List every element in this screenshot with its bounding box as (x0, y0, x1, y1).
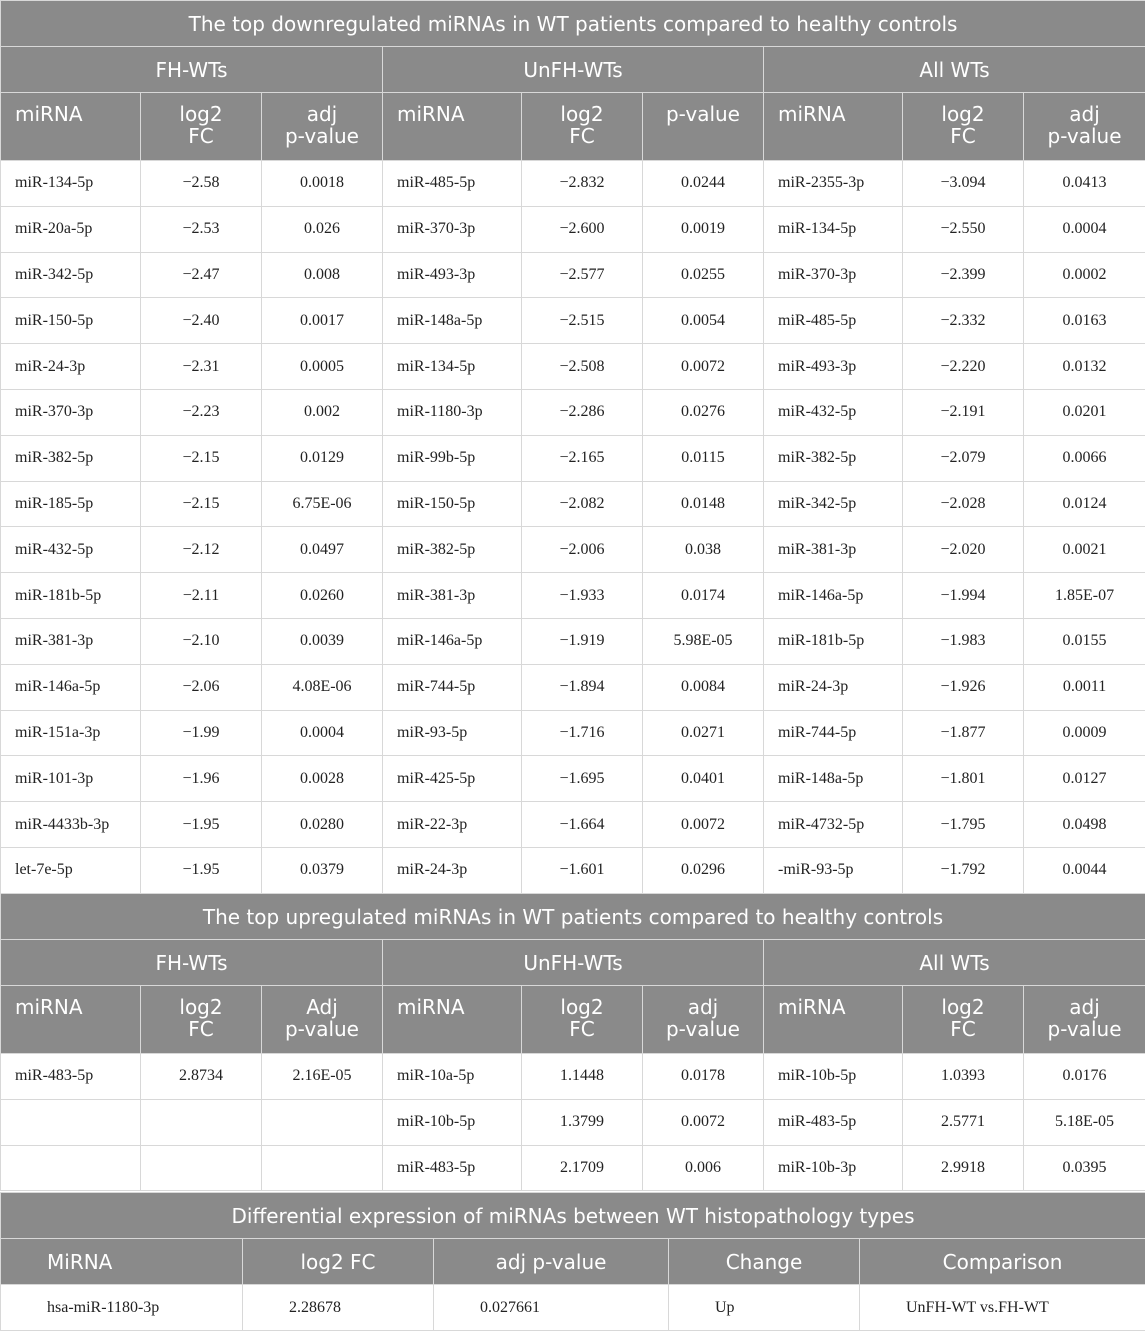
hist-col-header: MiRNA (1, 1239, 243, 1285)
table-cell: −2.028 (903, 481, 1024, 527)
table-cell: miR-4732-5p (764, 802, 903, 848)
table-cell: −1.801 (903, 756, 1024, 802)
table-cell: 0.0296 (643, 847, 764, 893)
hist-col-header: log2 FC (243, 1239, 434, 1285)
table-cell: 0.0005 (262, 344, 383, 390)
table-cell: 0.002 (262, 389, 383, 435)
table-cell: 0.006 (643, 1145, 764, 1191)
table-row (1, 206, 1145, 252)
table-cell: −1.894 (522, 664, 643, 710)
table-cell: miR-146a-5p (1, 664, 141, 710)
down-col-header: miRNA (383, 93, 522, 161)
table-cell: 0.038 (643, 527, 764, 573)
hist-table-title: Differential expression of miRNAs between WT histopathology types (1, 1193, 1145, 1239)
table-cell: −2.15 (141, 435, 262, 481)
table-cell: −1.664 (522, 802, 643, 848)
table-cell: 0.0379 (262, 847, 383, 893)
table-cell: miR-744-5p (764, 710, 903, 756)
table-row (1, 1099, 1145, 1145)
table-row (1, 802, 1145, 848)
table-cell: miR-134-5p (764, 206, 903, 252)
table-cell: 0.0280 (262, 802, 383, 848)
table-cell: −2.600 (522, 206, 643, 252)
table-cell: −2.191 (903, 389, 1024, 435)
table-cell: 0.0132 (1024, 344, 1145, 390)
table-cell: 0.0244 (643, 161, 764, 207)
table-cell: 0.0018 (262, 161, 383, 207)
table-cell: miR-20a-5p (1, 206, 141, 252)
up-group-unfh: UnFH-WTs (383, 940, 764, 986)
table-cell: 0.0413 (1024, 161, 1145, 207)
table-cell: 4.08E-06 (262, 664, 383, 710)
table-cell: miR-483-5p (383, 1145, 522, 1191)
table-cell: −2.508 (522, 344, 643, 390)
table-cell: −1.994 (903, 573, 1024, 619)
table-cell: 0.0395 (1024, 1145, 1145, 1191)
table-cell: −1.877 (903, 710, 1024, 756)
table-cell: −1.716 (522, 710, 643, 756)
table-cell: −2.58 (141, 161, 262, 207)
table-cell: 0.0201 (1024, 389, 1145, 435)
table-cell: 0.0028 (262, 756, 383, 802)
table-cell: −2.515 (522, 298, 643, 344)
down-col-header: miRNA (764, 93, 903, 161)
table-cell: 5.18E-05 (1024, 1099, 1145, 1145)
table-row (1, 710, 1145, 756)
table-cell: 0.0072 (643, 802, 764, 848)
table-row (1, 527, 1145, 573)
table-cell: hsa-miR-1180-3p (1, 1285, 243, 1331)
table-cell (262, 1145, 383, 1191)
table-cell: 0.008 (262, 252, 383, 298)
table-cell: miR-24-3p (1, 344, 141, 390)
table-cell: 0.0124 (1024, 481, 1145, 527)
table-row (1, 756, 1145, 802)
table-cell: -miR-93-5p (764, 847, 903, 893)
table-cell: −2.332 (903, 298, 1024, 344)
table-cell: Up (669, 1285, 860, 1331)
up-group-fh: FH-WTs (1, 940, 383, 986)
table-cell: 0.0021 (1024, 527, 1145, 573)
table-cell: 6.75E-06 (262, 481, 383, 527)
table-cell: 0.027661 (434, 1285, 669, 1331)
table-cell: 0.0260 (262, 573, 383, 619)
up-col-header: adj p-value (643, 986, 764, 1054)
table-cell: −1.695 (522, 756, 643, 802)
table-cell: −2.550 (903, 206, 1024, 252)
up-col-header: Adj p-value (262, 986, 383, 1054)
down-col-header: log2 FC (141, 93, 262, 161)
table-cell: 2.1709 (522, 1145, 643, 1191)
table-cell: −1.601 (522, 847, 643, 893)
table-cell: miR-10b-5p (764, 1054, 903, 1100)
table-cell: 0.0174 (643, 573, 764, 619)
up-group-all: All WTs (764, 940, 1145, 986)
table-cell: miR-134-5p (383, 344, 522, 390)
table-cell: −2.220 (903, 344, 1024, 390)
table-row (1, 847, 1145, 893)
table-cell: 0.0276 (643, 389, 764, 435)
table-cell: miR-342-5p (764, 481, 903, 527)
table-cell: −2.577 (522, 252, 643, 298)
table-cell: 0.0004 (262, 710, 383, 756)
table-cell: miR-181b-5p (764, 618, 903, 664)
table-cell: 5.98E-05 (643, 618, 764, 664)
down-group-unfh: UnFH-WTs (383, 47, 764, 93)
table-cell: miR-370-3p (383, 206, 522, 252)
table-row (1, 344, 1145, 390)
histopathology-table (0, 1192, 1145, 1331)
table-cell (141, 1145, 262, 1191)
table-row (1, 389, 1145, 435)
table-cell: miR-10a-5p (383, 1054, 522, 1100)
hist-col-header: adj p-value (434, 1239, 669, 1285)
table-cell: 0.0072 (643, 344, 764, 390)
table-cell: miR-432-5p (764, 389, 903, 435)
table-cell: miR-432-5p (1, 527, 141, 573)
up-col-header: adj p-value (1024, 986, 1145, 1054)
table-cell: −2.47 (141, 252, 262, 298)
table-cell: −2.020 (903, 527, 1024, 573)
table-cell: 0.0039 (262, 618, 383, 664)
table-cell: miR-381-3p (383, 573, 522, 619)
table-cell (262, 1099, 383, 1145)
table-cell: UnFH-WT vs.FH-WT (860, 1285, 1145, 1331)
table-cell: −3.094 (903, 161, 1024, 207)
up-table-title: The top upregulated miRNAs in WT patients compared to healthy controls (1, 894, 1145, 940)
table-cell: miR-493-3p (764, 344, 903, 390)
table-cell: −1.95 (141, 802, 262, 848)
up-col-header: miRNA (764, 986, 903, 1054)
table-cell: miR-382-5p (1, 435, 141, 481)
table-cell: miR-134-5p (1, 161, 141, 207)
table-row (1, 298, 1145, 344)
table-cell: miR-148a-5p (764, 756, 903, 802)
table-cell: 0.0017 (262, 298, 383, 344)
table-row (1, 1054, 1145, 1100)
table-cell: −1.99 (141, 710, 262, 756)
table-cell: miR-146a-5p (383, 618, 522, 664)
table-cell: −2.006 (522, 527, 643, 573)
table-cell: 0.0176 (1024, 1054, 1145, 1100)
table-cell: miR-22-3p (383, 802, 522, 848)
up-col-header: log2 FC (522, 986, 643, 1054)
table-cell: −2.06 (141, 664, 262, 710)
table-row (1, 1285, 1145, 1331)
table-cell: −1.926 (903, 664, 1024, 710)
table-cell: −2.53 (141, 206, 262, 252)
table-cell: miR-382-5p (764, 435, 903, 481)
table-cell: 0.0271 (643, 710, 764, 756)
down-table-title: The top downregulated miRNAs in WT patients compared to healthy controls (1, 1, 1145, 47)
table-cell: −2.23 (141, 389, 262, 435)
table-cell: 2.9918 (903, 1145, 1024, 1191)
table-cell: −1.792 (903, 847, 1024, 893)
table-cell: miR-99b-5p (383, 435, 522, 481)
table-cell: miR-185-5p (1, 481, 141, 527)
table-cell: 0.026 (262, 206, 383, 252)
table-cell: −2.082 (522, 481, 643, 527)
table-cell: 0.0163 (1024, 298, 1145, 344)
table-cell: miR-101-3p (1, 756, 141, 802)
table-cell: −1.795 (903, 802, 1024, 848)
table-cell: 0.0011 (1024, 664, 1145, 710)
table-cell: 1.0393 (903, 1054, 1024, 1100)
table-cell: 0.0004 (1024, 206, 1145, 252)
table-row (1, 161, 1145, 207)
table-cell: −1.95 (141, 847, 262, 893)
table-cell: miR-24-3p (764, 664, 903, 710)
table-cell: −2.12 (141, 527, 262, 573)
upregulated-table (0, 893, 1145, 1191)
table-cell (141, 1099, 262, 1145)
table-cell: 2.28678 (243, 1285, 434, 1331)
table-cell: miR-483-5p (764, 1099, 903, 1145)
table-cell: let-7e-5p (1, 847, 141, 893)
table-cell: miR-483-5p (1, 1054, 141, 1100)
hist-col-header: Comparison (860, 1239, 1145, 1285)
up-col-header: log2 FC (141, 986, 262, 1054)
table-cell: miR-4433b-3p (1, 802, 141, 848)
table-cell: 1.3799 (522, 1099, 643, 1145)
table-row (1, 481, 1145, 527)
table-cell: 0.0054 (643, 298, 764, 344)
up-col-header: miRNA (383, 986, 522, 1054)
table-cell: 2.5771 (903, 1099, 1024, 1145)
hist-col-header: Change (669, 1239, 860, 1285)
table-cell: 0.0009 (1024, 710, 1145, 756)
table-row (1, 664, 1145, 710)
table-cell: −2.832 (522, 161, 643, 207)
table-cell: 0.0084 (643, 664, 764, 710)
table-cell: miR-381-3p (764, 527, 903, 573)
table-cell: miR-150-5p (383, 481, 522, 527)
table-row (1, 252, 1145, 298)
table-cell: miR-24-3p (383, 847, 522, 893)
down-group-fh: FH-WTs (1, 47, 383, 93)
table-cell: 0.0127 (1024, 756, 1145, 802)
table-cell: 0.0002 (1024, 252, 1145, 298)
table-cell: −1.933 (522, 573, 643, 619)
table-cell (1, 1145, 141, 1191)
table-cell: 0.0115 (643, 435, 764, 481)
table-cell (1, 1099, 141, 1145)
table-cell: miR-382-5p (383, 527, 522, 573)
table-cell: −2.10 (141, 618, 262, 664)
table-cell: miR-146a-5p (764, 573, 903, 619)
table-cell: miR-181b-5p (1, 573, 141, 619)
table-cell: −2.15 (141, 481, 262, 527)
down-col-header: adj p-value (1024, 93, 1145, 161)
down-col-header: miRNA (1, 93, 141, 161)
down-col-header: log2 FC (522, 93, 643, 161)
table-cell: −2.11 (141, 573, 262, 619)
table-cell: −2.165 (522, 435, 643, 481)
table-cell: 0.0497 (262, 527, 383, 573)
down-group-all: All WTs (764, 47, 1145, 93)
table-row (1, 1145, 1145, 1191)
table-row (1, 618, 1145, 664)
table-cell: 0.0178 (643, 1054, 764, 1100)
table-row (1, 435, 1145, 481)
table-cell: miR-1180-3p (383, 389, 522, 435)
table-cell: 1.85E-07 (1024, 573, 1145, 619)
table-cell: miR-150-5p (1, 298, 141, 344)
table-cell: −2.286 (522, 389, 643, 435)
table-cell: miR-10b-3p (764, 1145, 903, 1191)
table-cell: miR-370-3p (764, 252, 903, 298)
table-cell: 0.0148 (643, 481, 764, 527)
table-cell: miR-93-5p (383, 710, 522, 756)
table-cell: miR-10b-5p (383, 1099, 522, 1145)
up-col-header: miRNA (1, 986, 141, 1054)
table-cell: 0.0019 (643, 206, 764, 252)
table-cell: 0.0255 (643, 252, 764, 298)
table-cell: miR-2355-3p (764, 161, 903, 207)
table-row (1, 573, 1145, 619)
table-cell: 0.0498 (1024, 802, 1145, 848)
table-cell: miR-381-3p (1, 618, 141, 664)
table-cell: 0.0155 (1024, 618, 1145, 664)
up-col-header: log2 FC (903, 986, 1024, 1054)
table-cell: 2.16E-05 (262, 1054, 383, 1100)
table-cell: miR-148a-5p (383, 298, 522, 344)
table-cell: 0.0129 (262, 435, 383, 481)
table-cell: −1.919 (522, 618, 643, 664)
down-col-header: adj p-value (262, 93, 383, 161)
table-cell: miR-485-5p (383, 161, 522, 207)
table-cell: 0.0072 (643, 1099, 764, 1145)
table-cell: miR-151a-3p (1, 710, 141, 756)
table-cell: miR-342-5p (1, 252, 141, 298)
table-cell: miR-744-5p (383, 664, 522, 710)
down-col-header: p-value (643, 93, 764, 161)
table-cell: 1.1448 (522, 1054, 643, 1100)
table-cell: miR-425-5p (383, 756, 522, 802)
table-cell: −2.399 (903, 252, 1024, 298)
table-cell: 0.0401 (643, 756, 764, 802)
table-cell: −2.31 (141, 344, 262, 390)
table-cell: −1.96 (141, 756, 262, 802)
table-cell: 0.0066 (1024, 435, 1145, 481)
table-cell: 0.0044 (1024, 847, 1145, 893)
table-cell: miR-370-3p (1, 389, 141, 435)
table-cell: −1.983 (903, 618, 1024, 664)
down-col-header: log2 FC (903, 93, 1024, 161)
table-cell: miR-485-5p (764, 298, 903, 344)
table-cell: −2.40 (141, 298, 262, 344)
table-cell: miR-493-3p (383, 252, 522, 298)
table-cell: −2.079 (903, 435, 1024, 481)
table-cell: 2.8734 (141, 1054, 262, 1100)
